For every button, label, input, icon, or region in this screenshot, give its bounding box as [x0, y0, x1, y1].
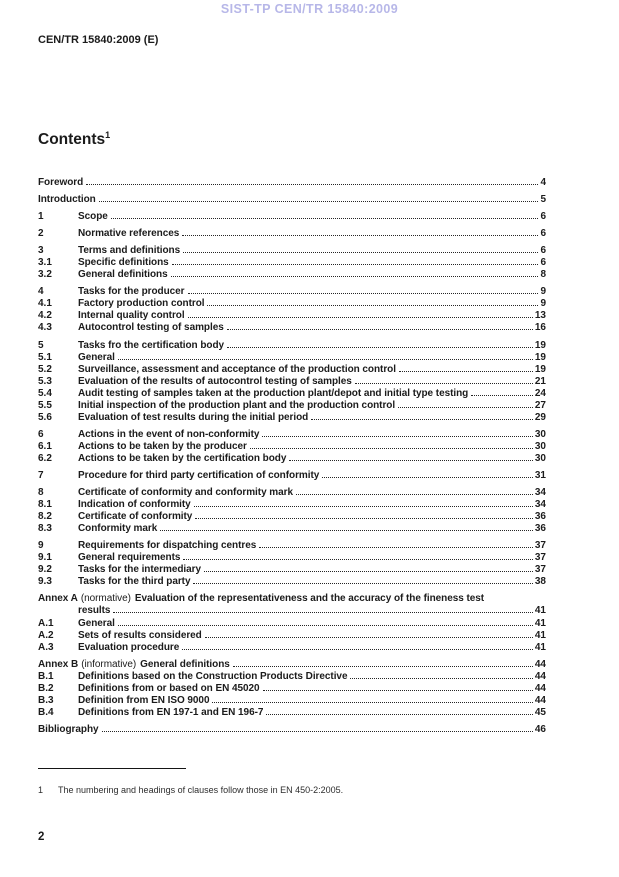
toc-entry — [38, 523, 546, 535]
annex-title: General definitions — [140, 658, 230, 670]
toc-page-number: 34 — [534, 487, 546, 499]
toc-dot-leader — [183, 559, 533, 560]
toc-entry-number: B.4 — [38, 706, 54, 718]
toc-page-number: 31 — [534, 469, 546, 481]
toc-entry — [38, 642, 546, 654]
toc-entry-title: Tasks fro the certification body — [78, 339, 225, 351]
toc-entry — [38, 310, 546, 322]
toc-dot-leader — [113, 612, 532, 613]
toc-entry-title: Conformity mark — [78, 523, 158, 535]
toc-entry-number: B.3 — [38, 694, 54, 706]
toc-entry — [38, 400, 546, 412]
toc-dot-leader — [182, 649, 533, 650]
toc-entry — [38, 211, 546, 223]
toc-annex-heading — [38, 593, 546, 605]
toc-entry-number: 8 — [38, 487, 44, 499]
toc-dot-leader — [102, 731, 533, 732]
toc-entry-number: 5.6 — [38, 411, 52, 423]
toc-page-number: 45 — [534, 706, 546, 718]
toc-dot-leader — [322, 477, 533, 478]
toc-entry-number: 2 — [38, 228, 44, 240]
toc-entry-number: 8.1 — [38, 499, 52, 511]
toc-entry — [38, 487, 546, 499]
toc-entry-title: Evaluation of test results during the initial period — [78, 411, 309, 423]
toc-page-number: 6 — [540, 245, 546, 257]
toc-dot-leader — [195, 518, 533, 519]
toc-entry — [38, 228, 546, 240]
toc-dot-leader — [118, 625, 533, 626]
toc-entry — [38, 194, 546, 206]
toc-entry-number: 5.1 — [38, 351, 52, 363]
toc-entry-title: Initial inspection of the production plant and the production control — [78, 399, 396, 411]
toc-entry-title: Bibliography — [38, 723, 99, 735]
toc-entry-number: 5.4 — [38, 387, 52, 399]
toc-entry-title: Factory production control — [78, 298, 205, 310]
toc-dot-leader — [188, 293, 539, 294]
toc-entry-title: Certificate of conformity and conformity mark — [78, 487, 294, 499]
toc-page-number: 44 — [534, 694, 546, 706]
toc-entry — [38, 269, 546, 281]
toc-dot-leader — [188, 317, 533, 318]
toc-page-number: 30 — [534, 440, 546, 452]
toc-page-number: 44 — [534, 682, 546, 694]
toc-entry-number: 7 — [38, 469, 44, 481]
toc-entry — [38, 605, 546, 617]
toc-page-number: 19 — [534, 351, 546, 363]
toc-entry-title: Specific definitions — [78, 257, 169, 269]
toc-entry — [38, 470, 546, 482]
toc-entry-title: Surveillance, assessment and acceptance of the production control — [78, 363, 396, 375]
toc-page-number: 8 — [540, 269, 546, 281]
toc-entry-title: Foreword — [38, 177, 84, 188]
toc-page-number: 37 — [534, 552, 546, 564]
toc-entry-title: Introduction — [38, 194, 96, 206]
toc-entry — [38, 286, 546, 298]
toc-page-number: 9 — [540, 298, 546, 310]
toc-entry-title: Actions to be taken by the producer — [78, 440, 247, 452]
toc-entry — [38, 340, 546, 352]
toc-entry — [38, 618, 546, 630]
toc-dot-leader — [171, 276, 539, 277]
toc-entry-number: 5 — [38, 339, 44, 351]
toc-entry-number: 3 — [38, 245, 44, 257]
toc-dot-leader — [471, 395, 533, 396]
toc-entry-number: A.3 — [38, 641, 54, 653]
toc-dot-leader — [160, 530, 533, 531]
toc-entry-title: Sets of results considered — [78, 629, 202, 641]
toc-page-number: 30 — [534, 452, 546, 464]
toc-entry — [38, 659, 546, 671]
toc-page-number: 9 — [540, 286, 546, 298]
toc-dot-leader — [205, 637, 533, 638]
toc-page-number: 41 — [534, 641, 546, 653]
toc-page-number: 44 — [534, 670, 546, 682]
toc-entry-title: Tasks for the producer — [78, 286, 185, 298]
toc-page-number: 5 — [540, 194, 546, 206]
toc-entry-title: Scope — [78, 211, 108, 223]
toc-entry-title: Certificate of conformity — [78, 511, 193, 523]
toc-entry-title: Terms and definitions — [78, 245, 181, 257]
toc-page-number: 41 — [534, 605, 546, 617]
footnote-rule — [38, 768, 186, 769]
toc-page-number: 4 — [540, 177, 546, 188]
toc-entry — [38, 576, 546, 588]
toc-dot-leader — [182, 235, 538, 236]
toc-entry-title: Definitions from EN 197-1 and EN 196-7 — [78, 706, 264, 718]
toc-annex-heading — [38, 659, 230, 671]
toc-entry-title: Indication of conformity — [78, 499, 191, 511]
toc-dot-leader — [263, 690, 533, 691]
toc-entry-number: 4.2 — [38, 310, 52, 322]
footnote-marker: 1 — [38, 785, 44, 795]
toc-page-number: 29 — [534, 411, 546, 423]
annex-title: Evaluation of the representativeness and the accuracy of the fineness test — [134, 593, 485, 605]
toc-entry-title: General — [78, 617, 115, 629]
toc-page-number: 16 — [534, 322, 546, 334]
toc-dot-leader — [118, 359, 533, 360]
annex-qualifier: (normative) — [80, 593, 131, 605]
toc-page-number: 41 — [534, 617, 546, 629]
toc-entry-number: 1 — [38, 211, 44, 223]
toc-dot-leader — [194, 506, 533, 507]
toc-entry-number: 8.2 — [38, 511, 52, 523]
toc-page-number: 6 — [540, 257, 546, 269]
toc-dot-leader — [172, 264, 539, 265]
toc-dot-leader — [183, 252, 538, 253]
toc-entry — [38, 429, 546, 441]
toc-entry — [38, 376, 546, 388]
toc-page-number: 19 — [534, 339, 546, 351]
toc-page-number: 24 — [534, 387, 546, 399]
toc-page-number: 19 — [534, 363, 546, 375]
document-reference: CEN/TR 15840:2009 (E) — [38, 34, 159, 46]
toc-dot-leader — [233, 666, 533, 667]
toc-entry — [38, 671, 546, 683]
toc-entry-title: Actions to be taken by the certification body — [78, 452, 287, 464]
toc-entry — [38, 695, 546, 707]
toc-entry-number: A.1 — [38, 617, 54, 629]
toc-entry — [38, 388, 546, 400]
toc-dot-leader — [289, 460, 533, 461]
toc-entry-title: Audit testing of samples taken at the production plant/depot and initial type testing — [78, 387, 469, 399]
toc-entry — [38, 552, 546, 564]
toc-entry-title: Autocontrol testing of samples — [78, 322, 224, 334]
toc-entry — [38, 453, 546, 465]
toc-entry-number: 4.1 — [38, 298, 52, 310]
toc-list — [38, 177, 546, 736]
watermark-text: SIST-TP CEN/TR 15840:2009 — [220, 2, 399, 16]
toc-annex-entry — [38, 593, 546, 617]
toc-dot-leader — [350, 678, 532, 679]
toc-page-number: 36 — [534, 523, 546, 535]
toc-entry — [38, 412, 546, 424]
toc-entry-title: Evaluation procedure — [78, 641, 180, 653]
toc-entry-number: 6.1 — [38, 440, 52, 452]
toc-page-number: 37 — [534, 564, 546, 576]
toc-entry-title: Normative references — [78, 228, 180, 240]
toc-entry-number: 5.3 — [38, 375, 52, 387]
toc-entry-number: 6 — [38, 428, 44, 440]
toc-entry — [38, 177, 546, 189]
toc-dot-leader — [99, 201, 539, 202]
toc-page-number: 36 — [534, 511, 546, 523]
toc-entry — [38, 257, 546, 269]
toc-entry-title: Procedure for third party certification of conformity — [78, 469, 320, 481]
toc-page-number: 38 — [534, 576, 546, 588]
toc-dot-leader — [262, 436, 532, 437]
toc-entry-number: 3.1 — [38, 257, 52, 269]
toc-entry-title: Internal quality control — [78, 310, 185, 322]
toc-entry-number: 9.1 — [38, 552, 52, 564]
annex-label: Annex B — [38, 658, 79, 670]
toc-dot-leader — [311, 419, 533, 420]
toc-entry-number: 9 — [38, 540, 44, 552]
toc-dot-leader — [111, 218, 539, 219]
toc-dot-leader — [204, 571, 533, 572]
toc-entry — [38, 352, 546, 364]
toc-entry-number: 4 — [38, 286, 44, 298]
toc-dot-leader — [250, 448, 533, 449]
toc-entry-title: Requirements for dispatching centres — [78, 540, 257, 552]
toc-entry-number: 9.2 — [38, 564, 52, 576]
toc-page-number: 37 — [534, 540, 546, 552]
toc-entry-title: results — [78, 605, 111, 617]
toc-entry-number: 4.3 — [38, 322, 52, 334]
toc-annex-entry — [38, 659, 546, 671]
contents-heading — [38, 130, 110, 149]
toc-entry-title: Definitions based on the Construction Products Directive — [78, 670, 348, 682]
toc-entry — [38, 540, 546, 552]
toc-entry-number: B.2 — [38, 682, 54, 694]
toc-entry-title: Definition from EN ISO 9000 — [78, 694, 210, 706]
footnote-text: The numbering and headings of clauses follow those in EN 450-2:2005. — [58, 785, 344, 795]
annex-qualifier: (informative) — [81, 658, 137, 670]
toc-entry-title: Evaluation of the results of autocontrol testing of samples — [78, 375, 352, 387]
contents-footnote-ref: 1 — [105, 130, 111, 140]
toc-page-number: 34 — [534, 499, 546, 511]
toc-entry — [38, 298, 546, 310]
toc-page-number: 6 — [540, 228, 546, 240]
toc-dot-leader — [207, 305, 538, 306]
toc-entry-title: General requirements — [78, 552, 181, 564]
toc-page-number: 46 — [534, 723, 546, 735]
toc-entry-number: A.2 — [38, 629, 54, 641]
toc-entry — [38, 707, 546, 719]
toc-entry-title: General definitions — [78, 269, 168, 281]
toc-dot-leader — [212, 702, 532, 703]
page-number: 2 — [38, 831, 45, 843]
toc-dot-leader — [296, 494, 533, 495]
toc-dot-leader — [355, 383, 533, 384]
toc-entry — [38, 499, 546, 511]
toc-dot-leader — [266, 714, 533, 715]
toc-entry — [38, 564, 546, 576]
toc-entry — [38, 245, 546, 257]
toc-dot-leader — [193, 583, 532, 584]
toc-dot-leader — [227, 329, 533, 330]
toc-entry-number: 8.3 — [38, 523, 52, 535]
toc-entry-title: Tasks for the intermediary — [78, 564, 202, 576]
toc-entry — [38, 630, 546, 642]
toc-entry-number: 5.2 — [38, 363, 52, 375]
toc-entry-number: 9.3 — [38, 576, 52, 588]
toc-entry — [38, 441, 546, 453]
toc-page-number: 27 — [534, 399, 546, 411]
toc-page-number: 13 — [534, 310, 546, 322]
toc-entry-title: General — [78, 351, 115, 363]
toc-dot-leader — [227, 347, 533, 348]
toc-entry-number: B.1 — [38, 670, 54, 682]
toc-entry — [38, 724, 546, 736]
toc-entry-title: Tasks for the third party — [78, 576, 191, 588]
toc-entry-number: 6.2 — [38, 452, 52, 464]
toc-entry-title: Actions in the event of non-conformity — [78, 428, 260, 440]
toc-page-number: 44 — [534, 658, 546, 670]
toc-entry — [38, 683, 546, 695]
toc-dot-leader — [398, 407, 533, 408]
toc-entry — [38, 511, 546, 523]
toc-entry-title: Definitions from or based on EN 45020 — [78, 682, 260, 694]
footnote — [38, 785, 546, 795]
toc-entry — [38, 364, 546, 376]
toc-page-number: 41 — [534, 629, 546, 641]
toc-entry-number: 3.2 — [38, 269, 52, 281]
toc-dot-leader — [86, 184, 538, 185]
contents-title: Contents — [38, 131, 106, 149]
toc-page-number: 6 — [540, 211, 546, 223]
toc-dot-leader — [399, 371, 533, 372]
toc-page-number: 21 — [534, 375, 546, 387]
annex-label: Annex A — [38, 593, 78, 605]
toc-page-number: 30 — [534, 428, 546, 440]
toc-entry-number: 5.5 — [38, 399, 52, 411]
toc-dot-leader — [259, 547, 533, 548]
toc-entry — [38, 322, 546, 334]
